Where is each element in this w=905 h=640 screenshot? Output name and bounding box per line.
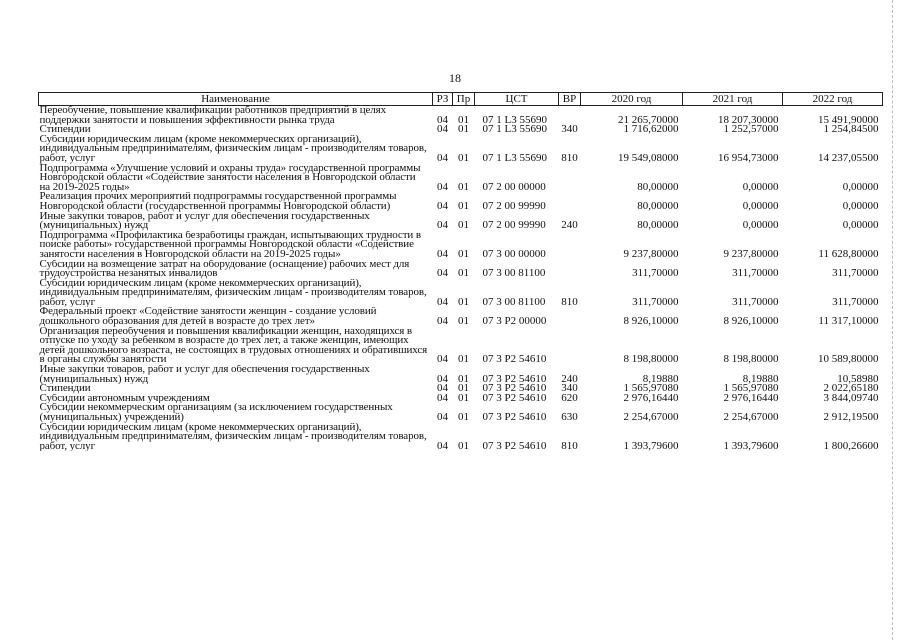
cell-pr: 01: [458, 411, 469, 423]
cell-rz: 04: [437, 411, 448, 423]
cell-2020: 2 254,67000: [623, 411, 679, 423]
table-row: [39, 192, 883, 211]
cell-2022: 311,70000: [832, 267, 879, 279]
cell-cst: 07 3 P2 54610: [482, 393, 547, 404]
table-row: [39, 394, 883, 404]
cell-name: Стипендии: [39, 125, 91, 135]
cell-vr: [559, 327, 581, 365]
cell-pr: 01: [458, 113, 469, 126]
cell-cst: 07 2 00 99990: [482, 219, 546, 231]
cell-pr: 01: [458, 393, 469, 404]
cell-cst: 07 3 00 81100: [482, 295, 546, 308]
cell-pr: 01: [458, 353, 469, 366]
cell-cst: 07 3 P2 00000: [482, 315, 547, 327]
cell-2021: 1 565,97080: [723, 384, 779, 394]
cell-2020: 80,00000: [637, 199, 679, 212]
cell-pr: 01: [458, 267, 469, 279]
header-row: [39, 93, 883, 106]
cell-vr: [559, 231, 581, 260]
cell-rz: 04: [437, 219, 448, 231]
cell-cst: 07 2 00 99990: [482, 199, 546, 212]
table-row: [39, 384, 883, 394]
cell-2020: 1 716,62000: [623, 125, 679, 135]
cell-vr: 810: [561, 439, 578, 452]
cell-vr: 810: [561, 295, 578, 308]
cell-pr: 01: [458, 372, 469, 385]
cell-2022: 2 912,19500: [823, 411, 879, 423]
cell-2021: 18 207,30000: [718, 113, 779, 126]
cell-2020: 80,00000: [637, 180, 679, 193]
cell-2022: 0,00000: [842, 180, 879, 193]
cell-2020: 8 926,10000: [623, 315, 679, 327]
cell-cst: 07 3 P2 54610: [482, 384, 547, 394]
table-row: [39, 125, 883, 135]
cell-2021: 0,00000: [742, 219, 779, 231]
cell-vr: 810: [561, 151, 578, 164]
cell-2022: 2 022,65180: [823, 384, 879, 394]
cell-2022: 0,00000: [842, 219, 879, 231]
cell-pr: 01: [458, 247, 469, 260]
page-number: 18: [449, 71, 461, 85]
cell-2022: 11 628,80000: [818, 247, 879, 260]
cell-rz: 04: [437, 353, 448, 366]
cell-2022: 10,58980: [837, 372, 879, 385]
cell-vr: [559, 164, 581, 193]
budget-table: [38, 92, 883, 451]
cell-rz: 04: [437, 439, 448, 452]
cell-pr: 01: [458, 384, 469, 394]
cell-2022: 0,00000: [842, 199, 879, 212]
table-row: [39, 327, 883, 365]
cell-name: Реализация прочих мероприятий подпрограммы государственной программы Новгородской области (государственной программы Новгородской области): [39, 192, 397, 212]
cell-2021: 1 252,57000: [723, 125, 779, 135]
cell-2022: 15 491,90000: [818, 113, 879, 126]
cell-rz: 04: [437, 372, 448, 385]
cell-cst: 07 3 00 00000: [482, 247, 546, 260]
cell-vr: [559, 106, 581, 126]
cell-name: Стипендии: [39, 384, 91, 394]
cell-2021: 311,70000: [732, 295, 779, 308]
cell-name: Организация переобучения и повышения квалификации женщин, находящихся в отпуске по уходу за ребенком в возрасте до трех лет, а также женщин, имеющих детей дошкольного возраста, не состоящих в трудовых отношениях и обратившихся в органы службы занятости: [39, 326, 428, 366]
table-row: [39, 212, 883, 231]
header-cst: ЦСТ: [475, 93, 559, 106]
table-row: [39, 106, 883, 126]
cell-2021: 1 393,79600: [723, 439, 779, 452]
cell-name: Субсидии юридическим лицам (кроме некоммерческих организаций), индивидуальным предпринимателям, физическим лицам - производителям товаров, работ, услуг: [39, 422, 427, 452]
cell-cst: 07 3 P2 54610: [482, 372, 547, 385]
cell-2020: 311,70000: [632, 295, 679, 308]
cell-pr: 01: [458, 151, 469, 164]
cell-name: Субсидии юридическим лицам (кроме некоммерческих организаций), индивидуальным предпринимателям, физическим лицам - производителям товаров, работ, услуг: [39, 134, 427, 164]
cell-vr: 340: [561, 384, 578, 394]
cell-2022: 11 317,10000: [818, 315, 879, 327]
cell-2022: 3 844,09740: [823, 393, 879, 404]
cell-2021: 8 926,10000: [723, 315, 779, 327]
cell-name: Иные закупки товаров, работ и услуг для обеспечения государственных (муниципальных) нужд: [39, 211, 370, 231]
cell-rz: 04: [437, 151, 448, 164]
cell-pr: 01: [458, 439, 469, 452]
cell-cst: 07 1 L3 55690: [482, 113, 547, 126]
table-row: [39, 403, 883, 422]
cell-2022: 311,70000: [832, 295, 879, 308]
cell-pr: 01: [458, 219, 469, 231]
cell-2020: 1 565,97080: [623, 384, 679, 394]
table-row: [39, 279, 883, 308]
cell-rz: 04: [437, 295, 448, 308]
table-row: [39, 423, 883, 452]
table-row: [39, 135, 883, 164]
cell-name: Переобучение, повышение квалификации работников предприятий в целях поддержки занятости и повышения эффективности рынка труда: [39, 105, 387, 126]
cell-rz: 04: [437, 180, 448, 193]
cell-2021: 0,00000: [742, 180, 779, 193]
header-name: Наименование: [39, 93, 433, 106]
cell-2021: 9 237,80000: [723, 247, 779, 260]
cell-vr: 630: [561, 411, 578, 423]
cell-2021: 8,19880: [742, 372, 779, 385]
cell-cst: 07 1 L3 55690: [482, 125, 547, 135]
cell-pr: 01: [458, 295, 469, 308]
cell-2022: 1 254,84500: [823, 125, 879, 135]
cell-2021: 2 976,16440: [723, 393, 779, 404]
cell-2021: 2 254,67000: [723, 411, 779, 423]
cell-2022: 10 589,80000: [818, 353, 879, 366]
cell-name: Иные закупки товаров, работ и услуг для обеспечения государственных (муниципальных) нужд: [39, 365, 370, 385]
cell-2021: 16 954,73000: [718, 151, 779, 164]
cell-rz: 04: [437, 125, 448, 135]
header-2021: 2021 год: [683, 93, 783, 106]
table-row: [39, 231, 883, 260]
cell-2020: 21 265,70000: [618, 113, 679, 126]
cell-cst: 07 3 P2 54610: [482, 439, 547, 452]
cell-vr: 240: [561, 219, 578, 231]
cell-name: Субсидии автономным учреждениям: [39, 393, 210, 404]
table-body: [39, 106, 883, 452]
cell-rz: 04: [437, 315, 448, 327]
cell-2020: 2 976,16440: [623, 393, 679, 404]
header-2022: 2022 год: [783, 93, 883, 106]
cell-2022: 1 800,26600: [823, 439, 879, 452]
cell-name: Субсидии юридическим лицам (кроме некоммерческих организаций), индивидуальным предпринимателям, физическим лицам - производителям товаров, работ, услуг: [39, 278, 427, 308]
cell-cst: 07 3 P2 54610: [482, 353, 547, 366]
cell-pr: 01: [458, 180, 469, 193]
header-pr: Пр: [453, 93, 475, 106]
table-row: [39, 164, 883, 193]
cell-pr: 01: [458, 125, 469, 135]
cell-name: Субсидии некоммерческим организациям (за исключением государственных (муниципальных) учреждений): [39, 403, 393, 423]
cell-name: Подпрограмма «Улучшение условий и охраны труда» государственной программы Новгородской области «Содействие занятости населения в Новгородской области на 2019-2025 годы»: [39, 163, 421, 193]
header-2020: 2020 год: [581, 93, 683, 106]
cell-name: Подпрограмма «Профилактика безработицы граждан, испытывающих трудности в поиске работы» государственной программы Новгородской области «Содействие занятости населения в Новгородской области на 2019-2025 годы»: [39, 230, 421, 260]
cell-pr: 01: [458, 315, 469, 327]
cell-cst: 07 3 P2 54610: [482, 411, 547, 423]
page-edge-line: [892, 0, 893, 640]
cell-2020: 19 549,08000: [618, 151, 679, 164]
cell-vr: [559, 307, 581, 326]
cell-rz: 04: [437, 384, 448, 394]
cell-2020: 8,19880: [642, 372, 679, 385]
cell-cst: 07 1 L3 55690: [482, 151, 547, 164]
cell-vr: [559, 192, 581, 211]
cell-2021: 0,00000: [742, 199, 779, 212]
cell-name: Субсидии на возмещение затрат на оборудование (оснащение) рабочих мест для трудоустройства незанятых инвалидов: [39, 259, 410, 279]
cell-rz: 04: [437, 247, 448, 260]
cell-2020: 9 237,80000: [623, 247, 679, 260]
cell-2020: 80,00000: [637, 219, 679, 231]
cell-vr: 340: [561, 125, 578, 135]
cell-vr: 240: [561, 372, 578, 385]
cell-2021: 311,70000: [732, 267, 779, 279]
cell-2020: 311,70000: [632, 267, 679, 279]
table-row: [39, 307, 883, 326]
cell-cst: 07 3 00 81100: [482, 267, 546, 279]
table-row: [39, 260, 883, 279]
cell-rz: 04: [437, 393, 448, 404]
cell-2021: 8 198,80000: [723, 353, 779, 366]
cell-2022: 14 237,05500: [818, 151, 879, 164]
cell-rz: 04: [437, 199, 448, 212]
cell-vr: [559, 260, 581, 279]
cell-pr: 01: [458, 199, 469, 212]
cell-rz: 04: [437, 113, 448, 126]
table-row: [39, 365, 883, 384]
cell-rz: 04: [437, 267, 448, 279]
header-rz: РЗ: [433, 93, 453, 106]
cell-name: Федеральный проект «Содействие занятости женщин - создание условий дошкольного образования для детей в возрасте до трех лет»: [39, 307, 377, 327]
cell-2020: 8 198,80000: [623, 353, 679, 366]
cell-vr: 620: [561, 393, 578, 404]
cell-cst: 07 2 00 00000: [482, 180, 546, 193]
header-vr: ВР: [559, 93, 581, 106]
cell-2020: 1 393,79600: [623, 439, 679, 452]
